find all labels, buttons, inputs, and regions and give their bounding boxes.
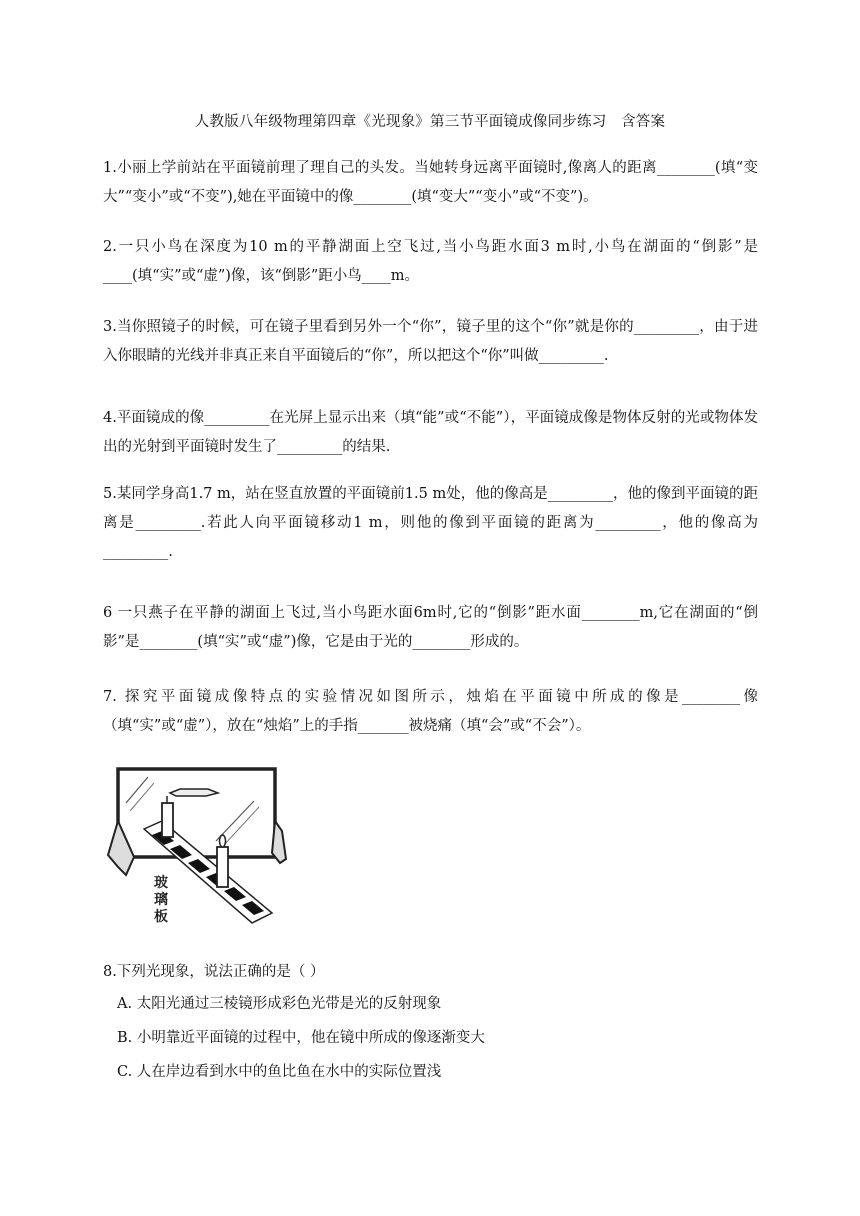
finger-on-image-flame — [170, 789, 218, 796]
glass-plate-experiment-figure — [104, 763, 289, 933]
image-candle — [162, 789, 218, 837]
question-2: 2.一只小鸟在深度为10 m的平静湖面上空飞过,当小鸟距水面3 m时,小鸟在湖面的“倒影”是____(填“实”或“虚”)像，该“倒影”距小鸟____m。 — [103, 239, 758, 284]
question-7: 7. 探究平面镜成像特点的实验情况如图所示，烛焰在平面镜中所成的像是________像（填“实”或“虚”），放在“烛焰”上的手指_______被烧痛（填“会”或“不会”）。 — [103, 689, 758, 734]
glass-plate-label — [154, 874, 173, 925]
question-8-option-b: B. 小明靠近平面镜的过程中，他在镜中所成的像逐渐变大 — [117, 1030, 485, 1046]
experiment-illustration — [104, 763, 289, 933]
question-8-stem: 8.下列光现象，说法正确的是（ ） — [103, 964, 325, 980]
question-8-option-c: C. 人在岸边看到水中的鱼比鱼在水中的实际位置浅 — [117, 1064, 442, 1080]
label-char-2: 璃 — [154, 892, 168, 908]
right-stand — [272, 821, 286, 863]
question-5: 5.某同学身高1.7 m，站在竖直放置的平面镜前1.5 m处，他的像高是_________，他的像到平面镜的距离是_________.若此人向平面镜移动1 m，则他的像到平面镜的距离为_________，他的像高为_________. — [103, 486, 758, 560]
document-title: 人教版八年级物理第四章《光现象》第三节平面镜成像同步练习 含答案 — [194, 114, 666, 130]
question-8-option-a: A. 太阳光通过三棱镜形成彩色光带是光的反射现象 — [117, 996, 442, 1012]
question-3: 3.当你照镜子的时候，可在镜子里看到另外一个“你”，镜子里的这个“你”就是你的_________，由于进入你眼睛的光线并非真正来自平面镜后的“你”，所以把这个“你”叫做_________. — [103, 319, 758, 364]
label-char-1: 玻 — [154, 875, 168, 891]
question-1: 1.小丽上学前站在平面镜前理了理自己的头发。当她转身远离平面镜时,像离人的距离________(填“变大”“变小”或“不变”),她在平面镜中的像________(填“变大”“变小”或“不变”)。 — [103, 160, 758, 205]
question-6: 6 一只燕子在平静的湖面上飞过,当小鸟距水面6m时,它的“倒影”距水面________m,它在湖面的“倒影”是________(填“实”或“虚”)像，它是由于光的________形成的。 — [103, 605, 758, 650]
candle-flame — [220, 835, 226, 847]
left-stand — [108, 821, 134, 875]
glass-plate-frame — [118, 769, 275, 857]
question-4: 4.平面镜成的像_________在光屏上显示出来（填“能”或“不能”），平面镜成像是物体反射的光或物体发出的光射到平面镜时发生了_________的结果. — [103, 410, 758, 455]
label-char-3: 板 — [154, 909, 168, 925]
